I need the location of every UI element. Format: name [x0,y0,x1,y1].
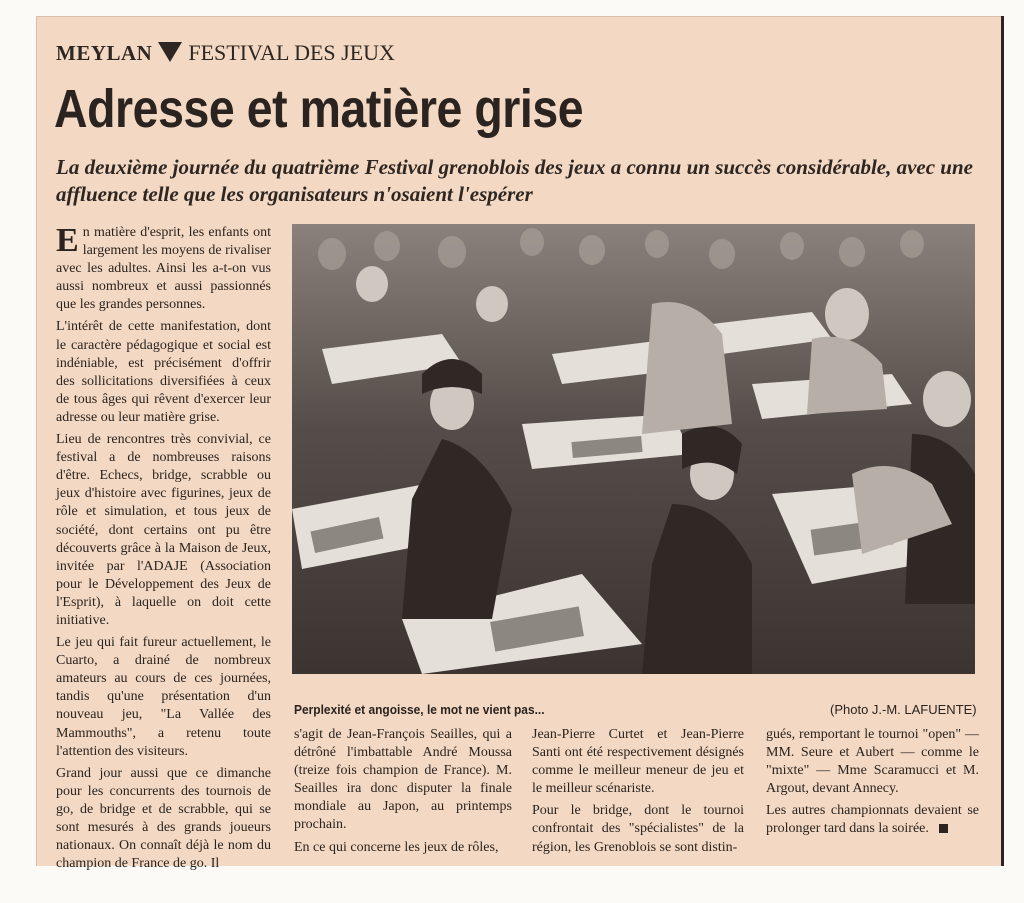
standfirst: La deuxième journée du quatrième Festival grenoblois des jeux a connu un succès considérable, avec une affluence telle que les organisateurs n'osaient l'espérer [56,155,973,206]
paragraph-7: En ce qui concerne les jeux de rôles, [294,839,499,855]
column-rule [1001,16,1004,866]
drop-cap: E [56,222,79,259]
paragraph-2: L'intérêt de cette manifestation, dont le caractère pédagogique et social est indéniable, est précisément d'offrir des sollicitations diversifiées à ceux de tous âges qui rêvent d'exercer leur adresse ou leur matière grise. [56,319,271,425]
text-column-2 [294,726,512,861]
paragraph-11-text: Les autres championnats devaient se prolonger tard dans la soirée. [766,803,979,837]
paragraph-4: Le jeu qui fait fureur actuellement, le Cuarto, a drainé de nombreux amateurs au cours de ces journées, tandis qu'une présentation d'un nouveau jeu, "La Vallée des Mammouths", a retenu toute l'attention des visiteurs. [56,635,271,759]
paragraph-3: Lieu de rencontres très convivial, ce festival a de nombreuses raisons d'être. Echecs, bridge, scrabble ou jeux d'histoire avec figurines, jeux de rôle et simulation, et tous jeux de société, dont certains ont pu être découverts grâce à la Maison de Jeux, invitée par l'ADAJE (Association pour le Développement des Jeux de l'Esprit), à laquelle on doit cette initiative. [56,432,271,628]
photo [292,224,975,674]
text-column-3 [532,726,744,861]
paragraph-11 [766,802,979,838]
kicker-place: MEYLAN [56,41,153,65]
paragraph-6: s'agit de Jean-François Seailles, qui a détrôné l'imbattable André Moussa (treize fois champion de France). M. Seailles ira donc disputer la finale mondiale au Japon, au printemps prochain. [294,727,512,833]
photo-illustration [292,224,975,674]
paragraph-5: Grand jour aussi que ce dimanche pour les concurrents des tournois de go, de bridge et de scrabble, qui se sont mesurés à des grands joueurs nationaux. On connaît déjà le nom du champion de France de go. Il [56,765,271,872]
triangle-down-icon [158,42,182,62]
paragraph-1-text: n matière d'esprit, les enfants ont largement les moyens de rivaliser avec les adultes. Ainsi les a-t-on vus aussi nombreux et aussi passionnés que les grandes personnes. [56,225,271,313]
paragraph-10: gués, remportant le tournoi "open" — MM. Seure et Aubert — comme le "mixte" — Mme Scaramucci et M. Argout, devant Annecy. [766,727,979,797]
photo-credit: (Photo J.-M. LAFUENTE) [830,702,977,717]
paragraph-1 [56,224,271,314]
text-column-4 [766,726,979,843]
headline: Adresse et matière grise [54,79,584,139]
kicker [56,40,395,66]
text-column-1 [56,224,271,877]
end-mark-icon [939,824,948,833]
paragraph-8: Jean-Pierre Curtet et Jean-Pierre Santi ont été respectivement désignés comme le meilleur meneur de jeu et le meilleur scénariste. [532,727,744,797]
paragraph-9: Pour le bridge, dont le tournoi confrontait des "spécialistes" de la région, les Grenoblois se sont distin- [532,803,744,855]
photo-caption: Perplexité et angoisse, le mot ne vient pas... [294,702,545,717]
kicker-rubric: FESTIVAL DES JEUX [188,40,395,65]
